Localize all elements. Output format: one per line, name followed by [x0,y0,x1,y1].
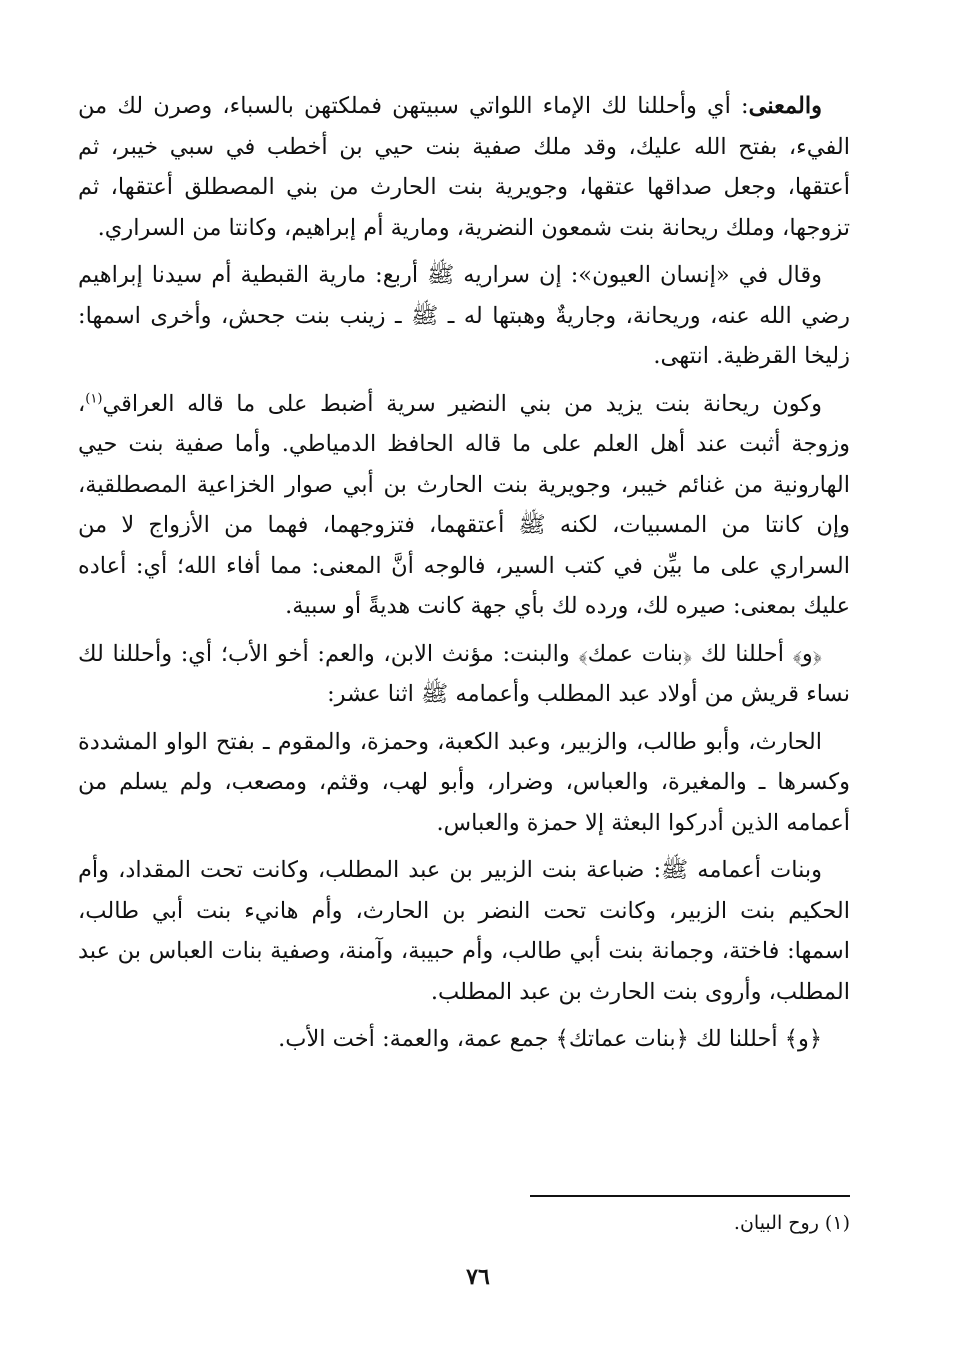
paragraph-text: ﴿و﴾ أحللنا لك ﴿بنات عمك﴾ والبنت: مؤنث الابن، والعم: أخو الأب؛ أي: وأحللنا لك نساء قريش من أولاد عبد المطلب وأعمامه ﷺ اثنا عشر: [78,640,850,707]
paragraph-text: ، وزوجة أثبت عند أهل العلم على ما قاله الحافظ الدمياطي. وأما صفية بنت حيي الهارونية من غنائم خيبر، وجويرية بنت الحارث بن أبي صوار الخزاعية المصطلقية، وإن كانتا من المسبيات، لكنه ﷺ أعتقهما، فتزوجهما، فهما من الأزواج لا من السراري على ما بيِّن في كتب السير، فالوجه أنَّ المعنى: مما أفاء الله؛ أي: أعاده عليك بمعنى: صيره لك، ورده لك بأي جهة كانت هديةً أو سبية. [78,390,850,619]
paragraph-cousins [78,850,850,1012]
paragraph-uncles-list [78,722,850,844]
paragraph-daughters-of-uncle [78,634,850,715]
paragraph-insan-al-uyun [78,255,850,377]
paragraph-lead-word: والمعنى [748,93,822,119]
page-number: ٧٦ [466,1264,490,1290]
paragraph-daughters-of-aunts [78,1019,850,1060]
paragraph-text: وقال في «إنسان العيون»: إن سراريه ﷺ أربع: مارية القبطية أم سيدنا إبراهيم رضي الله عنه، وريحانة، وجاريةٌ وهبتها له ـ ﷺ ـ زينب بنت جحش، وأخرى اسمها: زليخا القرظية. انتهى. [78,262,850,369]
paragraph-text: وكون ريحانة بنت يزيد من بني النضير سرية أضبط على ما قاله العراقي [102,390,822,417]
page-body [78,86,850,1060]
footnote: (١) روح البيان. [733,1212,850,1234]
paragraph-meaning [78,86,850,248]
footnote-reference: (١) [85,391,103,406]
paragraph-text: ﴿و﴾ أحللنا لك ﴿بنات عماتك﴾ جمع عمة، والعمة: أخت الأب. [278,1026,822,1052]
paragraph-text: الحارث، وأبو طالب، والزبير، وعبد الكعبة، وحمزة، والمقوم ـ بفتح الواو المشددة وكسرها ـ والمغيرة، والعباس، وضرار، وأبو لهب، وقثم، ومصعب، ولم يسلم من أعمامه الذين أدركوا البعثة إلا حمزة والعباس. [78,728,850,836]
paragraph-rayhana [78,384,850,627]
paragraph-text: وبنات أعمامه ﷺ: ضباعة بنت الزبير بن عبد المطلب، وكانت تحت المقداد، وأم الحكيم بنت الزبير، وكانت تحت النضر بن الحارث، وأم هانيء بنت أبي طالب، اسمها: فاختة، وجمانة بنت أبي طالب، وأم حبيبة، وآمنة، وصفية بنات العباس بن عبد المطلب، وأروى بنت الحارث بن عبد المطلب. [78,857,850,1005]
footnote-divider [530,1195,850,1197]
paragraph-text: : أي وأحللنا لك الإماء اللواتي سبيتهن فملكتهن بالسباء، وصرن لك من الفيء، بفتح الله عليك، وقد ملك صفية بنت حيي بن أخطب في سبي خيبر، ثم أعتقها، وجعل صداقها عتقها، وجويرية بنت الحارث من بني المصطلق أعتقها، ثم تزوجها، وملك ريحانة بنت شمعون النضرية، ومارية أم إبراهيم، وكانتا من السراري. [78,93,850,241]
